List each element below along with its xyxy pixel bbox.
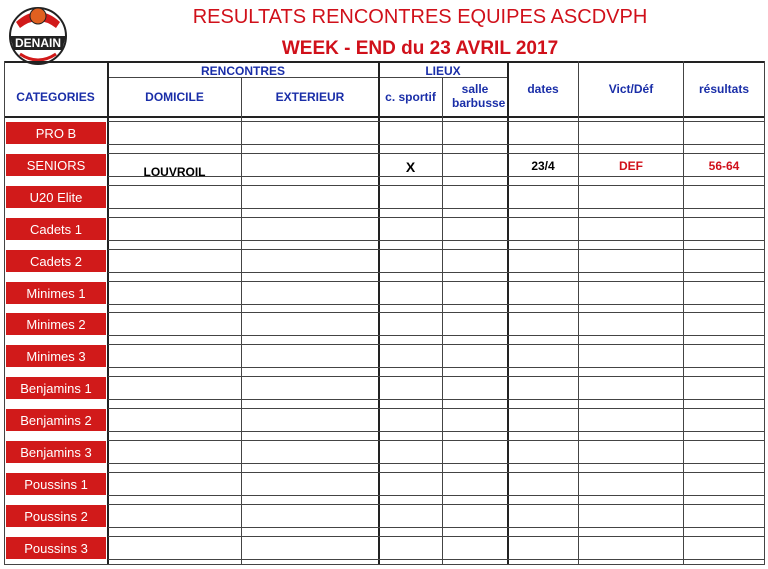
header-vict-def: Vict/Déf — [608, 82, 654, 96]
header-resultats: résultats — [698, 82, 750, 96]
header-salle-barbusse: salle barbusse — [452, 82, 506, 110]
header-domicile: DOMICILE — [145, 90, 204, 104]
svg-text:DENAIN: DENAIN — [14, 36, 62, 50]
category-label: Poussins 3 — [6, 537, 106, 559]
page-title: RESULTATS RENCONTRES EQUIPES ASCDVPH — [192, 6, 648, 28]
category-label: Minimes 2 — [6, 313, 106, 335]
category-label: Minimes 3 — [6, 345, 106, 367]
header-lieux: LIEUX — [425, 64, 461, 78]
header-c-sportif: c. sportif — [385, 90, 436, 104]
cell-vict: DEF — [619, 159, 643, 173]
category-label: Benjamins 2 — [6, 409, 106, 431]
category-label: Minimes 1 — [6, 282, 106, 304]
category-label: Benjamins 1 — [6, 377, 106, 399]
header-exterieur: EXTERIEUR — [275, 90, 345, 104]
header-rencontres: RENCONTRES — [200, 64, 285, 78]
cell-date: 23/4 — [531, 159, 555, 173]
category-label: SENIORS — [6, 154, 106, 176]
category-label: Poussins 2 — [6, 505, 106, 527]
category-label: Benjamins 3 — [6, 441, 106, 463]
header-categories: CATEGORIES — [16, 90, 95, 104]
header-dates: dates — [527, 82, 559, 96]
cell-resultat: 56-64 — [708, 159, 740, 173]
page-subtitle: WEEK - END du 23 AVRIL 2017 — [281, 38, 559, 59]
category-label: Poussins 1 — [6, 473, 106, 495]
cell-domicile: LOUVROIL — [143, 165, 206, 179]
category-label: PRO B — [6, 122, 106, 144]
category-label: U20 Elite — [6, 186, 106, 208]
category-label: Cadets 2 — [6, 250, 106, 272]
category-label: Cadets 1 — [6, 218, 106, 240]
cell-c-sportif: X — [405, 159, 416, 175]
